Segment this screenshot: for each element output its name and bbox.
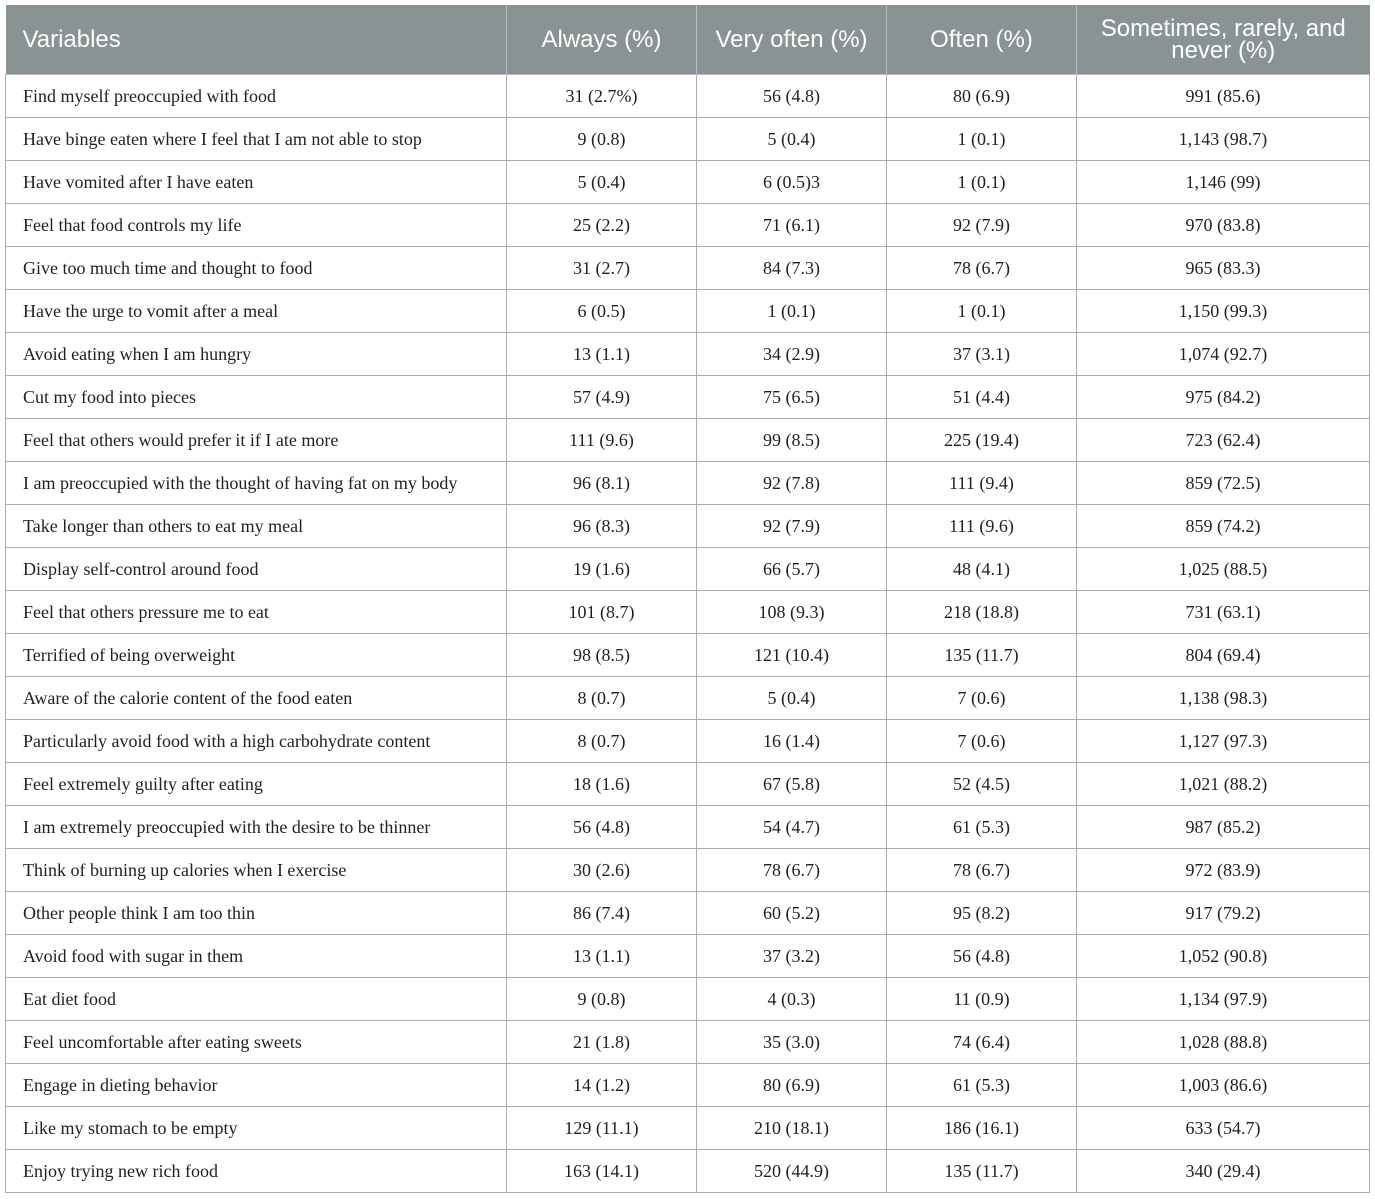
- eating-attitudes-table: [5, 5, 1370, 1193]
- very-often-cell: 5 (0.4): [697, 118, 887, 161]
- very-often-cell: 54 (4.7): [697, 806, 887, 849]
- sometimes-rarely-never-cell: 1,143 (98.7): [1077, 118, 1370, 161]
- sometimes-rarely-never-cell: 975 (84.2): [1077, 376, 1370, 419]
- table-row: [6, 763, 1370, 806]
- column-header-sometimes-rarely-never: Sometimes, rarely, and never (%): [1077, 5, 1370, 75]
- sometimes-rarely-never-cell: 723 (62.4): [1077, 419, 1370, 462]
- very-often-cell: 108 (9.3): [697, 591, 887, 634]
- always-cell: 9 (0.8): [507, 118, 697, 161]
- variable-cell: Feel that food controls my life: [6, 204, 507, 247]
- table-row: [6, 419, 1370, 462]
- variable-cell: Feel uncomfortable after eating sweets: [6, 1021, 507, 1064]
- table-row: [6, 505, 1370, 548]
- very-often-cell: 66 (5.7): [697, 548, 887, 591]
- always-cell: 101 (8.7): [507, 591, 697, 634]
- very-often-cell: 92 (7.8): [697, 462, 887, 505]
- table-header: [6, 5, 1370, 75]
- very-often-cell: 1 (0.1): [697, 290, 887, 333]
- very-often-cell: 35 (3.0): [697, 1021, 887, 1064]
- very-often-cell: 4 (0.3): [697, 978, 887, 1021]
- sometimes-rarely-never-cell: 1,138 (98.3): [1077, 677, 1370, 720]
- sometimes-rarely-never-cell: 804 (69.4): [1077, 634, 1370, 677]
- table-row: [6, 591, 1370, 634]
- variable-cell: Display self-control around food: [6, 548, 507, 591]
- often-cell: 1 (0.1): [887, 290, 1077, 333]
- variable-cell: Like my stomach to be empty: [6, 1107, 507, 1150]
- very-often-cell: 6 (0.5)3: [697, 161, 887, 204]
- very-often-cell: 210 (18.1): [697, 1107, 887, 1150]
- very-often-cell: 56 (4.8): [697, 75, 887, 118]
- column-header-variables: Variables: [6, 5, 507, 75]
- sometimes-rarely-never-cell: 987 (85.2): [1077, 806, 1370, 849]
- variable-cell: Avoid food with sugar in them: [6, 935, 507, 978]
- often-cell: 78 (6.7): [887, 849, 1077, 892]
- sometimes-rarely-never-cell: 859 (72.5): [1077, 462, 1370, 505]
- often-cell: 48 (4.1): [887, 548, 1077, 591]
- variable-cell: Engage in dieting behavior: [6, 1064, 507, 1107]
- variable-cell: Find myself preoccupied with food: [6, 75, 507, 118]
- table-row: [6, 1107, 1370, 1150]
- very-often-cell: 84 (7.3): [697, 247, 887, 290]
- table-row: [6, 720, 1370, 763]
- sometimes-rarely-never-cell: 917 (79.2): [1077, 892, 1370, 935]
- table-row: [6, 161, 1370, 204]
- variable-cell: Take longer than others to eat my meal: [6, 505, 507, 548]
- variable-cell: Feel that others would prefer it if I ate more: [6, 419, 507, 462]
- variable-cell: Feel extremely guilty after eating: [6, 763, 507, 806]
- often-cell: 61 (5.3): [887, 1064, 1077, 1107]
- variable-cell: Particularly avoid food with a high carbohydrate content: [6, 720, 507, 763]
- variable-cell: Eat diet food: [6, 978, 507, 1021]
- sometimes-rarely-never-cell: 972 (83.9): [1077, 849, 1370, 892]
- often-cell: 52 (4.5): [887, 763, 1077, 806]
- variable-cell: Think of burning up calories when I exercise: [6, 849, 507, 892]
- sometimes-rarely-never-cell: 1,025 (88.5): [1077, 548, 1370, 591]
- sometimes-rarely-never-cell: 340 (29.4): [1077, 1150, 1370, 1193]
- often-cell: 186 (16.1): [887, 1107, 1077, 1150]
- sometimes-rarely-never-cell: 1,146 (99): [1077, 161, 1370, 204]
- very-often-cell: 99 (8.5): [697, 419, 887, 462]
- always-cell: 57 (4.9): [507, 376, 697, 419]
- always-cell: 21 (1.8): [507, 1021, 697, 1064]
- table-row: [6, 935, 1370, 978]
- table-row: [6, 1064, 1370, 1107]
- always-cell: 31 (2.7): [507, 247, 697, 290]
- always-cell: 30 (2.6): [507, 849, 697, 892]
- always-cell: 86 (7.4): [507, 892, 697, 935]
- variable-cell: Terrified of being overweight: [6, 634, 507, 677]
- often-cell: 61 (5.3): [887, 806, 1077, 849]
- always-cell: 14 (1.2): [507, 1064, 697, 1107]
- table-body: [6, 75, 1370, 1193]
- sometimes-rarely-never-cell: 970 (83.8): [1077, 204, 1370, 247]
- sometimes-rarely-never-cell: 1,003 (86.6): [1077, 1064, 1370, 1107]
- often-cell: 1 (0.1): [887, 161, 1077, 204]
- table-row: [6, 290, 1370, 333]
- table-row: [6, 376, 1370, 419]
- often-cell: 7 (0.6): [887, 720, 1077, 763]
- always-cell: 31 (2.7%): [507, 75, 697, 118]
- header-row: [6, 5, 1370, 75]
- table-row: [6, 892, 1370, 935]
- table-row: [6, 806, 1370, 849]
- always-cell: 13 (1.1): [507, 333, 697, 376]
- always-cell: 25 (2.2): [507, 204, 697, 247]
- variable-cell: Give too much time and thought to food: [6, 247, 507, 290]
- sometimes-rarely-never-cell: 1,134 (97.9): [1077, 978, 1370, 1021]
- often-cell: 1 (0.1): [887, 118, 1077, 161]
- variable-cell: Have the urge to vomit after a meal: [6, 290, 507, 333]
- often-cell: 37 (3.1): [887, 333, 1077, 376]
- often-cell: 74 (6.4): [887, 1021, 1077, 1064]
- table-row: [6, 75, 1370, 118]
- sometimes-rarely-never-cell: 1,021 (88.2): [1077, 763, 1370, 806]
- sometimes-rarely-never-cell: 731 (63.1): [1077, 591, 1370, 634]
- always-cell: 8 (0.7): [507, 677, 697, 720]
- very-often-cell: 78 (6.7): [697, 849, 887, 892]
- very-often-cell: 5 (0.4): [697, 677, 887, 720]
- table-row: [6, 247, 1370, 290]
- often-cell: 78 (6.7): [887, 247, 1077, 290]
- column-header-always: Always (%): [507, 5, 697, 75]
- always-cell: 96 (8.3): [507, 505, 697, 548]
- often-cell: 111 (9.4): [887, 462, 1077, 505]
- table-row: [6, 204, 1370, 247]
- table-row: [6, 118, 1370, 161]
- table-row: [6, 978, 1370, 1021]
- table-row: [6, 333, 1370, 376]
- sometimes-rarely-never-cell: 1,028 (88.8): [1077, 1021, 1370, 1064]
- table-row: [6, 849, 1370, 892]
- variable-cell: Avoid eating when I am hungry: [6, 333, 507, 376]
- variable-cell: I am preoccupied with the thought of having fat on my body: [6, 462, 507, 505]
- very-often-cell: 34 (2.9): [697, 333, 887, 376]
- sometimes-rarely-never-cell: 859 (74.2): [1077, 505, 1370, 548]
- often-cell: 225 (19.4): [887, 419, 1077, 462]
- variable-cell: Cut my food into pieces: [6, 376, 507, 419]
- table-row: [6, 1021, 1370, 1064]
- variable-cell: Enjoy trying new rich food: [6, 1150, 507, 1193]
- sometimes-rarely-never-cell: 991 (85.6): [1077, 75, 1370, 118]
- always-cell: 18 (1.6): [507, 763, 697, 806]
- variable-cell: Have vomited after I have eaten: [6, 161, 507, 204]
- always-cell: 13 (1.1): [507, 935, 697, 978]
- very-often-cell: 67 (5.8): [697, 763, 887, 806]
- table-row: [6, 677, 1370, 720]
- variable-cell: Other people think I am too thin: [6, 892, 507, 935]
- very-often-cell: 75 (6.5): [697, 376, 887, 419]
- very-often-cell: 520 (44.9): [697, 1150, 887, 1193]
- variable-cell: Feel that others pressure me to eat: [6, 591, 507, 634]
- always-cell: 98 (8.5): [507, 634, 697, 677]
- variable-cell: Aware of the calorie content of the food eaten: [6, 677, 507, 720]
- very-often-cell: 37 (3.2): [697, 935, 887, 978]
- table-row: [6, 634, 1370, 677]
- often-cell: 95 (8.2): [887, 892, 1077, 935]
- often-cell: 56 (4.8): [887, 935, 1077, 978]
- table-row: [6, 1150, 1370, 1193]
- always-cell: 129 (11.1): [507, 1107, 697, 1150]
- very-often-cell: 71 (6.1): [697, 204, 887, 247]
- always-cell: 19 (1.6): [507, 548, 697, 591]
- table-row: [6, 462, 1370, 505]
- sometimes-rarely-never-cell: 633 (54.7): [1077, 1107, 1370, 1150]
- variable-cell: I am extremely preoccupied with the desire to be thinner: [6, 806, 507, 849]
- always-cell: 5 (0.4): [507, 161, 697, 204]
- variable-cell: Have binge eaten where I feel that I am not able to stop: [6, 118, 507, 161]
- sometimes-rarely-never-cell: 1,150 (99.3): [1077, 290, 1370, 333]
- often-cell: 51 (4.4): [887, 376, 1077, 419]
- very-often-cell: 92 (7.9): [697, 505, 887, 548]
- always-cell: 111 (9.6): [507, 419, 697, 462]
- often-cell: 218 (18.8): [887, 591, 1077, 634]
- often-cell: 111 (9.6): [887, 505, 1077, 548]
- always-cell: 8 (0.7): [507, 720, 697, 763]
- often-cell: 135 (11.7): [887, 1150, 1077, 1193]
- sometimes-rarely-never-cell: 965 (83.3): [1077, 247, 1370, 290]
- column-header-very-often: Very often (%): [697, 5, 887, 75]
- sometimes-rarely-never-cell: 1,052 (90.8): [1077, 935, 1370, 978]
- often-cell: 80 (6.9): [887, 75, 1077, 118]
- often-cell: 135 (11.7): [887, 634, 1077, 677]
- always-cell: 6 (0.5): [507, 290, 697, 333]
- always-cell: 96 (8.1): [507, 462, 697, 505]
- often-cell: 92 (7.9): [887, 204, 1077, 247]
- always-cell: 56 (4.8): [507, 806, 697, 849]
- always-cell: 163 (14.1): [507, 1150, 697, 1193]
- often-cell: 11 (0.9): [887, 978, 1077, 1021]
- sometimes-rarely-never-cell: 1,074 (92.7): [1077, 333, 1370, 376]
- column-header-often: Often (%): [887, 5, 1077, 75]
- table-row: [6, 548, 1370, 591]
- always-cell: 9 (0.8): [507, 978, 697, 1021]
- sometimes-rarely-never-cell: 1,127 (97.3): [1077, 720, 1370, 763]
- very-often-cell: 60 (5.2): [697, 892, 887, 935]
- very-often-cell: 80 (6.9): [697, 1064, 887, 1107]
- very-often-cell: 121 (10.4): [697, 634, 887, 677]
- often-cell: 7 (0.6): [887, 677, 1077, 720]
- very-often-cell: 16 (1.4): [697, 720, 887, 763]
